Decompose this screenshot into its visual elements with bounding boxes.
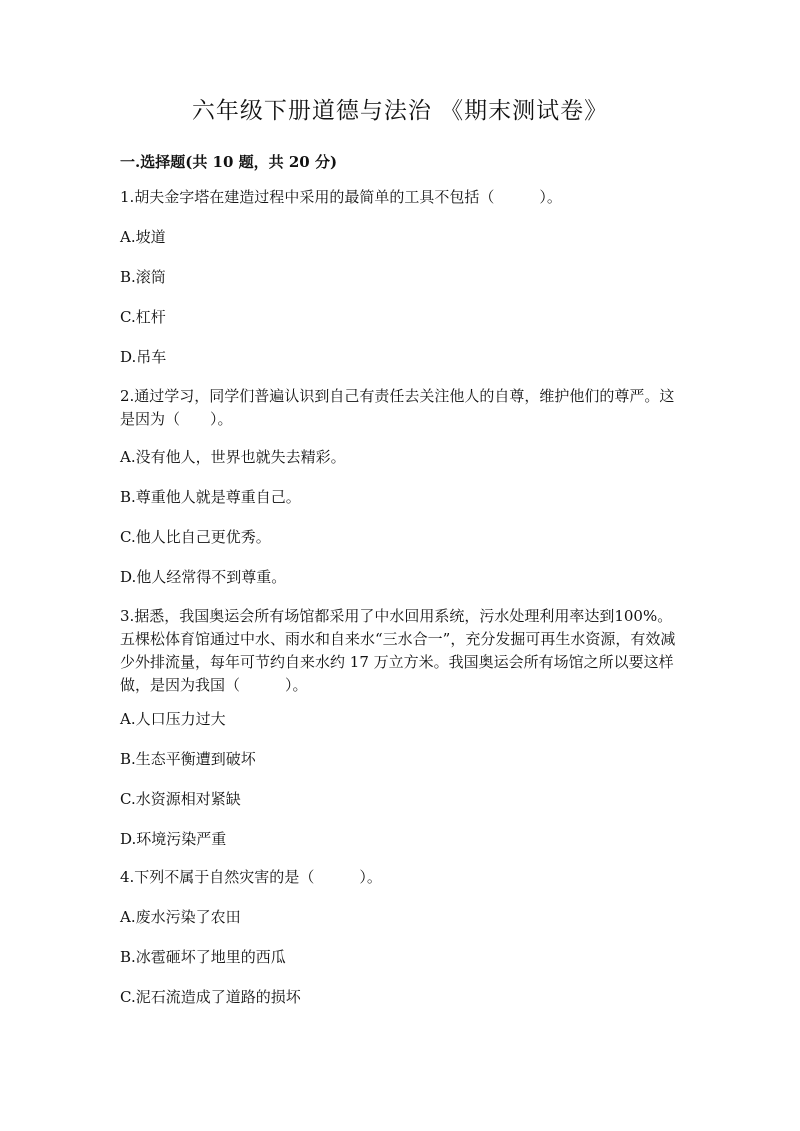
question-1-option-b: B.滚筒: [120, 268, 166, 286]
question-1-option-a: A.坡道: [120, 228, 166, 246]
question-1-option-d: D.吊车: [120, 348, 167, 366]
question-3-option-d: D.环境污染严重: [120, 830, 227, 848]
question-2-option-c: C.他人比自己更优秀。: [120, 528, 271, 546]
section-header: 一.选择题(共 10 题，共 20 分): [120, 153, 338, 171]
question-2-stem: 2.通过学习，同学们普遍认识到自己有责任去关注他人的自尊，维护他们的尊严。这是因为（ ）。: [120, 387, 675, 428]
question-3-stem: 3.据悉，我国奥运会所有场馆都采用了中水回用系统，污水处理利用率达到100%。五棵松体育馆通过中水、雨水和自来水“三水合一”，充分发掘可再生水资源，有效减少外排流量，每年可节约自来水约 17 万立方米。我国奥运会所有场馆之所以要这样做，是因为我国（ ）。: [120, 607, 676, 694]
question-1-option-c: C.杠杆: [120, 308, 166, 326]
question-4-option-c: C.泥石流造成了道路的损坏: [120, 988, 301, 1006]
page-title: 六年级下册道德与法治 《期末测试卷》: [191, 98, 609, 124]
question-2-option-d: D.他人经常得不到尊重。: [120, 568, 287, 586]
question-2-option-a: A.没有他人，世界也就失去精彩。: [120, 448, 346, 466]
question-4-option-a: A.废水污染了农田: [120, 908, 241, 926]
question-1-stem: 1.胡夫金字塔在建造过程中采用的最简单的工具不包括（ ）。: [120, 188, 562, 206]
question-4-stem: 4.下列不属于自然灾害的是（ ）。: [120, 868, 382, 886]
question-4-option-b: B.冰雹砸坏了地里的西瓜: [120, 948, 286, 966]
question-3-option-c: C.水资源相对紧缺: [120, 790, 241, 808]
question-3-option-a: A.人口压力过大: [120, 710, 226, 728]
question-2-option-b: B.尊重他人就是尊重自己。: [120, 488, 301, 506]
question-3-option-b: B.生态平衡遭到破坏: [120, 750, 256, 768]
